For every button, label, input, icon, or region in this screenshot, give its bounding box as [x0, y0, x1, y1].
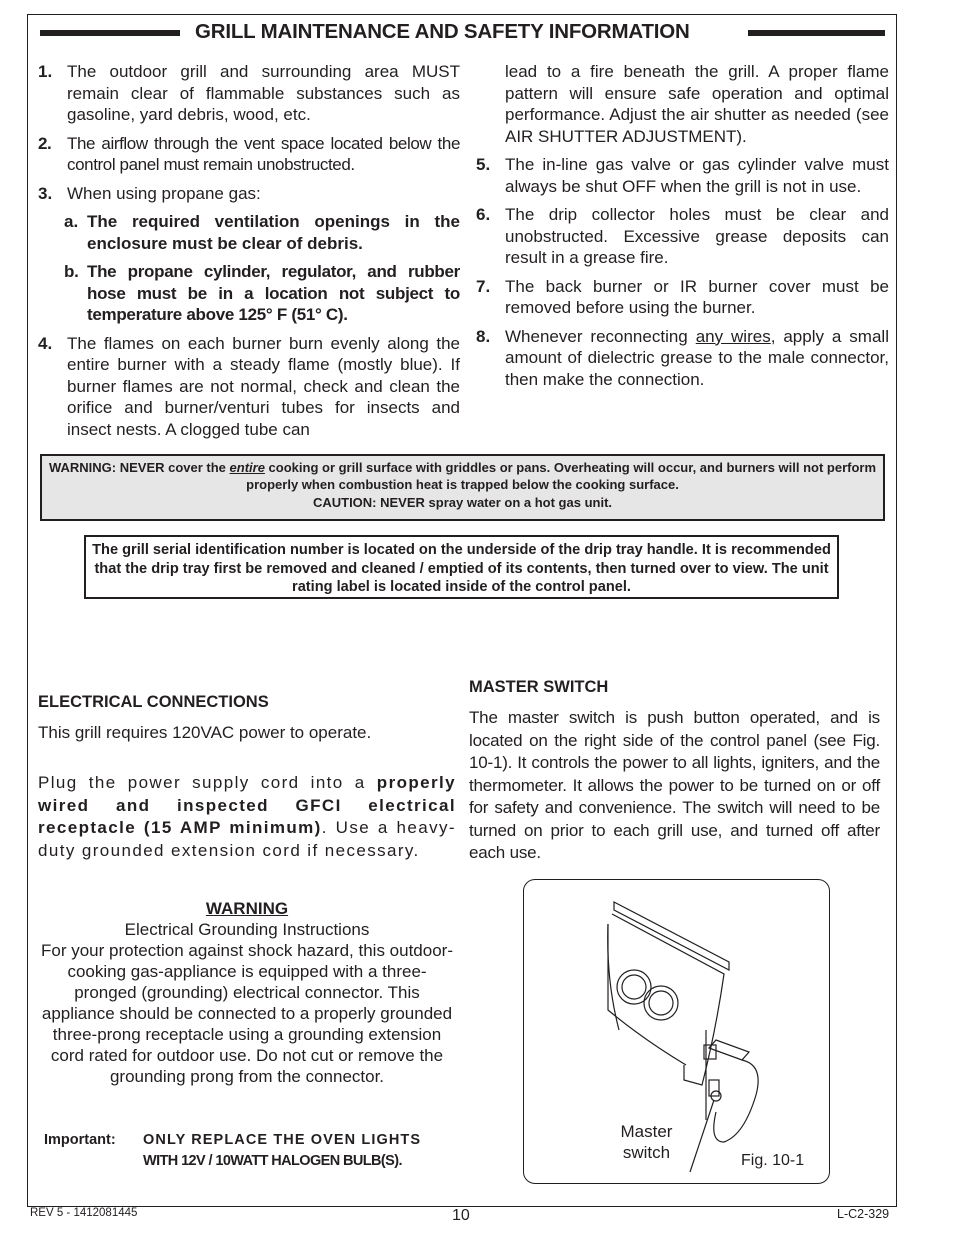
list-item-3a: a. The required ventilation openings in the enclosure must be clear of debris. [64, 212, 460, 253]
electrical-paragraph-1: This grill requires 120VAC power to operate. [38, 723, 372, 742]
revision-code: REV 5 - 1412081445 [30, 1207, 138, 1219]
electrical-heading: ELECTRICAL CONNECTIONS [38, 693, 269, 711]
important-label: Important: [44, 1132, 116, 1148]
document-code: L-C2-329 [837, 1207, 890, 1221]
master-switch-text: The master switch is push button operated, and is located on the right side of the control panel (see Fig. 10-1). It controls the power to all lights, igniters, and the thermometer. It allows the power to be turned on or off for safety and convenience. The switch will need to be turned on prior to each grill use, and turned off after each use. [469, 708, 880, 862]
title-rule-right [748, 30, 885, 36]
important-note [44, 1130, 456, 1172]
page-number: 10 [452, 1207, 470, 1224]
title-rule-left [40, 30, 180, 36]
serial-number-box: The grill serial identification number is located on the underside of the drip tray handle. It is recommended that the drip tray first be removed and cleaned / emptied of its contents, then turned over to view. The unit rating label is located inside of the control panel. [84, 535, 839, 599]
warning-text: WARNING: NEVER cover the entire cooking or grill surface with griddles or pans. Overheating will occur, and burners will not perform properly when combustion heat is trapped below the cooking surface. [48, 460, 877, 492]
grounding-warning-title: WARNING [205, 899, 289, 918]
list-left-column [38, 61, 460, 447]
master-switch-heading: MASTER SWITCH [469, 678, 609, 696]
important-text-1: ONLY REPLACE THE OVEN LIGHTS [143, 1132, 422, 1148]
grounding-warning-text: For your protection against shock hazard, this outdoor-cooking gas-appliance is equipped with a three-pronged (grounding) electrical connector. This appliance should be connected to a properly grounded three-prong receptacle using a grounding extension cord rated for outdoor use. Do not cut or remove the grounding prong from the connector. [41, 941, 453, 1086]
list-item-1: 1. The outdoor grill and surrounding area MUST remain clear of flammable substances such as gasoline, yard debris, wood, etc. [38, 62, 460, 124]
master-switch-label: Master switch [620, 1122, 673, 1162]
list-item-7: 7. The back burner or IR burner cover must be removed before using the burner. [476, 276, 889, 317]
grounding-warning [38, 898, 456, 1087]
list-item-4: 4. The flames on each burner burn evenly along the entire burner with a steady flame (mostly blue). If burner flames are not normal, check and clean the orifice and burner/venturi tubes for insects and insect nests. A clogged tube can [38, 333, 460, 439]
warning-box [40, 454, 885, 521]
figure-10-1 [523, 879, 830, 1184]
figure-caption: Fig. 10-1 [741, 1152, 805, 1169]
electrical-paragraph-2: Plug the power supply cord into a properly wired and inspected GFCI electrical receptacle (15 AMP minimum). Use a heavy-duty grounded extension cord if necessary. [38, 773, 456, 860]
important-text-2: WITH 12V / 10WATT HALOGEN BULB(S). [143, 1153, 402, 1169]
list-right-column [476, 61, 889, 397]
list-item-3b: b. The propane cylinder, regulator, and rubber hose must be in a location not subject to temperature above 125° F (51° C). [64, 262, 460, 324]
list-item-4-continued: lead to a fire beneath the grill. A proper flame pattern will ensure safe operation and optimal performance. Adjust the air shutter as needed (see AIR SHUTTER ADJUSTMENT). [505, 62, 889, 146]
grounding-warning-subtitle: Electrical Grounding Instructions [124, 920, 370, 939]
page-title: GRILL MAINTENANCE AND SAFETY INFORMATION [195, 20, 690, 43]
list-item-5: 5. The in-line gas valve or gas cylinder valve must always be shut OFF when the grill is not in use. [476, 155, 889, 196]
list-item-2: 2. The airflow through the vent space located below the control panel must remain unobstructed. [38, 133, 460, 174]
list-item-6: 6. The drip collector holes must be clear and unobstructed. Excessive grease deposits can result in a grease fire. [476, 205, 889, 267]
list-item-3: 3. When using propane gas: [38, 183, 261, 203]
caution-text: CAUTION: NEVER spray water on a hot gas unit. [312, 495, 613, 510]
list-item-8: 8. Whenever reconnecting any wires, apply a small amount of dielectric grease to the male connector, then make the connection. [476, 326, 889, 389]
